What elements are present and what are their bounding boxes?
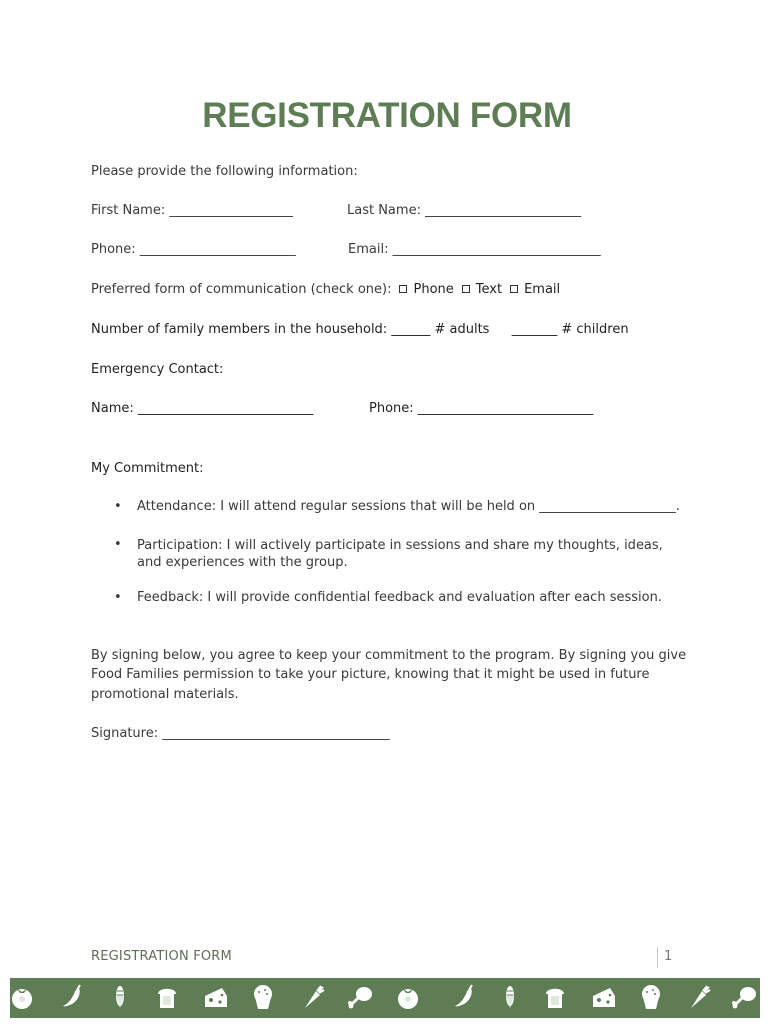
commitment-item: Feedback: I will provide confidential feedback and evaluation after each session. (137, 590, 662, 605)
phone-option-label: Phone (413, 282, 454, 297)
agreement-line: By signing below, you agree to keep your commitment to the program. By signing you give (91, 648, 687, 663)
text-option-label: Text (475, 282, 503, 297)
family-label: Number of family members in the household: (91, 322, 388, 337)
signature-field[interactable]: Signature: ___________________________________ (91, 726, 390, 741)
email-checkbox[interactable] (510, 285, 518, 293)
agreement-line: promotional materials. (91, 687, 239, 702)
phone-checkbox[interactable] (399, 285, 407, 293)
muffin-icon (250, 984, 276, 1010)
bullet-dot: • (114, 499, 122, 514)
first-name-field[interactable]: First Name: ___________________ (91, 203, 293, 218)
emergency-name-field[interactable]: Name: ___________________________ (91, 401, 314, 416)
children-blank[interactable]: _______ (511, 322, 558, 337)
adults-blank[interactable]: ______ (391, 322, 431, 337)
drumstick-icon (730, 984, 758, 1010)
commitment-heading: My Commitment: (91, 461, 204, 476)
emergency-phone-field[interactable]: Phone: ___________________________ (369, 401, 594, 416)
intro-text: Please provide the following information: (91, 164, 358, 179)
page-title: REGISTRATION FORM (202, 96, 572, 135)
corn-icon (498, 984, 522, 1010)
bullet-dot: • (114, 590, 122, 605)
phone-field[interactable]: Phone: ________________________ (91, 242, 296, 257)
cheese-icon (590, 984, 618, 1010)
text-checkbox[interactable] (462, 285, 470, 293)
drumstick-icon (346, 984, 374, 1010)
commitment-item: Attendance: I will attend regular sessions that will be held on _____________________. (137, 499, 680, 514)
pepper-icon (452, 984, 476, 1010)
bread-icon (154, 984, 180, 1010)
email-field[interactable]: Email: ________________________________ (348, 242, 601, 257)
corn-icon (108, 984, 132, 1010)
adults-label: # adults (434, 322, 490, 337)
carrot-icon (300, 984, 326, 1010)
bullet-dot: • (114, 537, 122, 552)
commitment-item: Participation: I will actively participate in sessions and share my thoughts, ideas, and experiences with the group. (137, 538, 663, 570)
tomato-icon (10, 984, 34, 1010)
carrot-icon (686, 984, 712, 1010)
communication-label: Preferred form of communication (check one): (91, 282, 392, 297)
footer-title: REGISTRATION FORM (91, 949, 232, 964)
agreement-line: Food Families permission to take your picture, knowing that it might be used in future (91, 667, 650, 682)
communication-row (91, 282, 560, 298)
last-name-field[interactable]: Last Name: ________________________ (347, 203, 582, 218)
page-separator (657, 947, 658, 968)
page-number: 1 (664, 949, 673, 964)
footer-food-band (10, 978, 760, 1018)
family-row (91, 322, 629, 338)
children-label: # children (561, 322, 629, 337)
pepper-icon (60, 984, 84, 1010)
bread-icon (542, 984, 568, 1010)
tomato-icon (396, 984, 420, 1010)
emergency-heading: Emergency Contact: (91, 362, 224, 377)
email-option-label: Email (524, 282, 561, 297)
cheese-icon (202, 984, 230, 1010)
muffin-icon (638, 984, 664, 1010)
